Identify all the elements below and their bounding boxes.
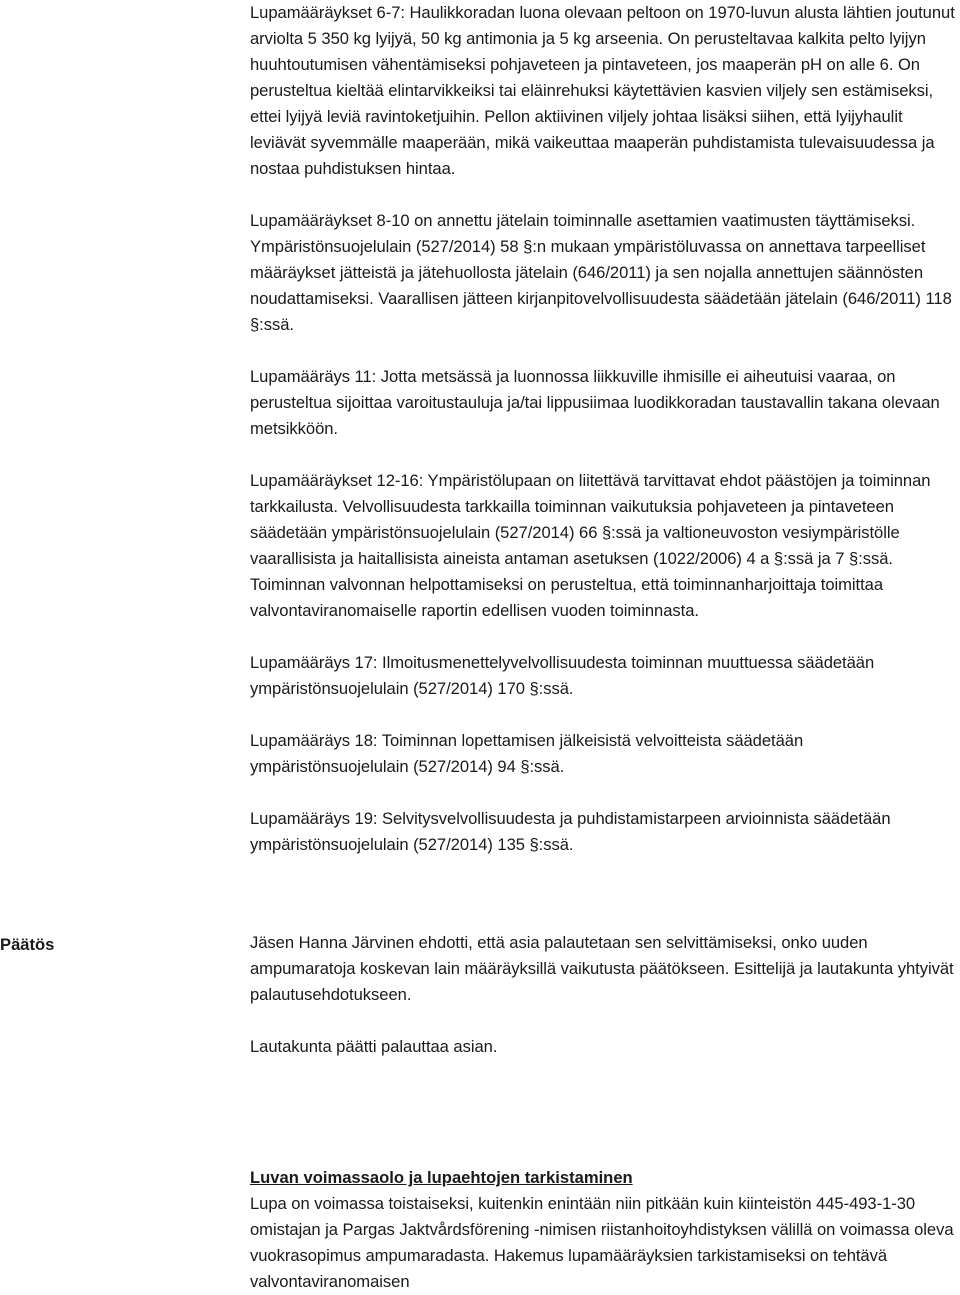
validity-heading: Luvan voimassaolo ja lupaehtojen tarkistaminen bbox=[250, 1168, 633, 1187]
paragraph-regulation-11: Lupamääräys 11: Jotta metsässä ja luonnossa liikkuville ihmisille ei aiheutuisi vaaraa, on perusteltua sijoittaa varoitustauluja ja/tai lippusiimaa luodikkoradan taustavallin takana olevaan metsikköön. bbox=[250, 367, 940, 438]
paragraph-regulation-17: Lupamääräys 17: Ilmoitusmenettelyvelvollisuudesta toiminnan muuttuessa säädetään ympäristönsuojelulain (527/2014) 170 §:ssä. bbox=[250, 653, 875, 698]
paragraph-regulation-18: Lupamääräys 18: Toiminnan lopettamisen jälkeisistä velvoitteista säädetään ympäristönsuojelulain (527/2014) 94 §:ssä. bbox=[250, 731, 804, 776]
justification-section bbox=[250, 0, 955, 858]
paragraph-regulations-12-16: Lupamääräykset 12-16: Ympäristölupaan on liitettävä tarvittavat ehdot päästöjen ja toiminnan tarkkailusta. Velvollisuudesta tarkkailla toiminnan vaikutuksia pohjaveteen ja pintaveteen säädetään ympäristönsuojelulain (527/2014) 66 §:ssä ja valtioneuvoston vesiympäristölle vaarallisista ja haitallisista aineista antaman asetuksen (1022/2006) 4 a §:ssä ja 7 §:ssä. Toiminnan valvonnan helpottamiseksi on perusteltua, että toiminnanharjoittaja toimittaa valvontaviranomaiselle raportin edellisen vuoden toiminnasta. bbox=[250, 471, 931, 620]
paragraph-regulation-19: Lupamääräys 19: Selvitysvelvollisuudesta ja puhdistamistarpeen arvioinnista säädetään ympäristönsuojelulain (527/2014) 135 §:ssä. bbox=[250, 809, 891, 854]
validity-section bbox=[250, 1165, 960, 1295]
decision-result-paragraph: Lautakunta päätti palauttaa asian. bbox=[250, 1037, 498, 1056]
decision-proposal-paragraph: Jäsen Hanna Järvinen ehdotti, että asia palautetaan sen selvittämiseksi, onko uuden ampumaratoja koskevan lain määräyksillä vaikutusta päätökseen. Esittelijä ja lautakunta yhtyivät palautusehdotukseen. bbox=[250, 933, 954, 1004]
paragraph-regulations-8-10: Lupamääräykset 8-10 on annettu jätelain toiminnalle asettamien vaatimusten täyttämiseksi. Ympäristönsuojelulain (527/2014) 58 §:n mukaan ympäristöluvassa on annettava tarpeelliset määräykset jätteistä ja jätehuollosta jätelain (646/2011) ja sen nojalla annettujen säännösten noudattamiseksi. Vaarallisen jätteen kirjanpitovelvollisuudesta säädetään jätelain (646/2011) 118 §:ssä. bbox=[250, 211, 952, 334]
decision-section bbox=[250, 930, 955, 1060]
paragraph-regulations-6-7: Lupamääräykset 6-7: Haulikkoradan luona olevaan peltoon on 1970-luvun alusta lähtien joutunut arviolta 5 350 kg lyijyä, 50 kg antimonia ja 5 kg arseenia. On perusteltavaa kalkita pelto lyijyn huuhtoutumisen vähentämiseksi pohjaveteen ja pintaveteen, jos maaperän pH on alle 6. On perusteltua kieltää elintarvikkeiksi tai eläinrehuksi käytettävien kasvien viljely sen estämiseksi, ettei lyijyä leviä ravintoketjuihin. Pellon aktiivinen viljely johtaa lisäksi siihen, että lyijyhaulit leviävät syvemmälle maaperään, mikä vaikeuttaa maaperän puhdistamista tulevaisuudessa ja nostaa puhdistuksen hintaa. bbox=[250, 3, 955, 178]
decision-label: Päätös bbox=[0, 935, 55, 954]
validity-paragraph: Lupa on voimassa toistaiseksi, kuitenkin enintään niin pitkään kuin kiinteistön 445-493-1-30 omistajan ja Pargas Jaktvårdsförening -nimisen riistanhoitoyhdistyksen välillä on voimassa oleva vuokrasopimus ampumaradasta. Hakemus lupamääräyksien tarkistamiseksi on tehtävä valvontaviranomaisen bbox=[250, 1194, 954, 1291]
